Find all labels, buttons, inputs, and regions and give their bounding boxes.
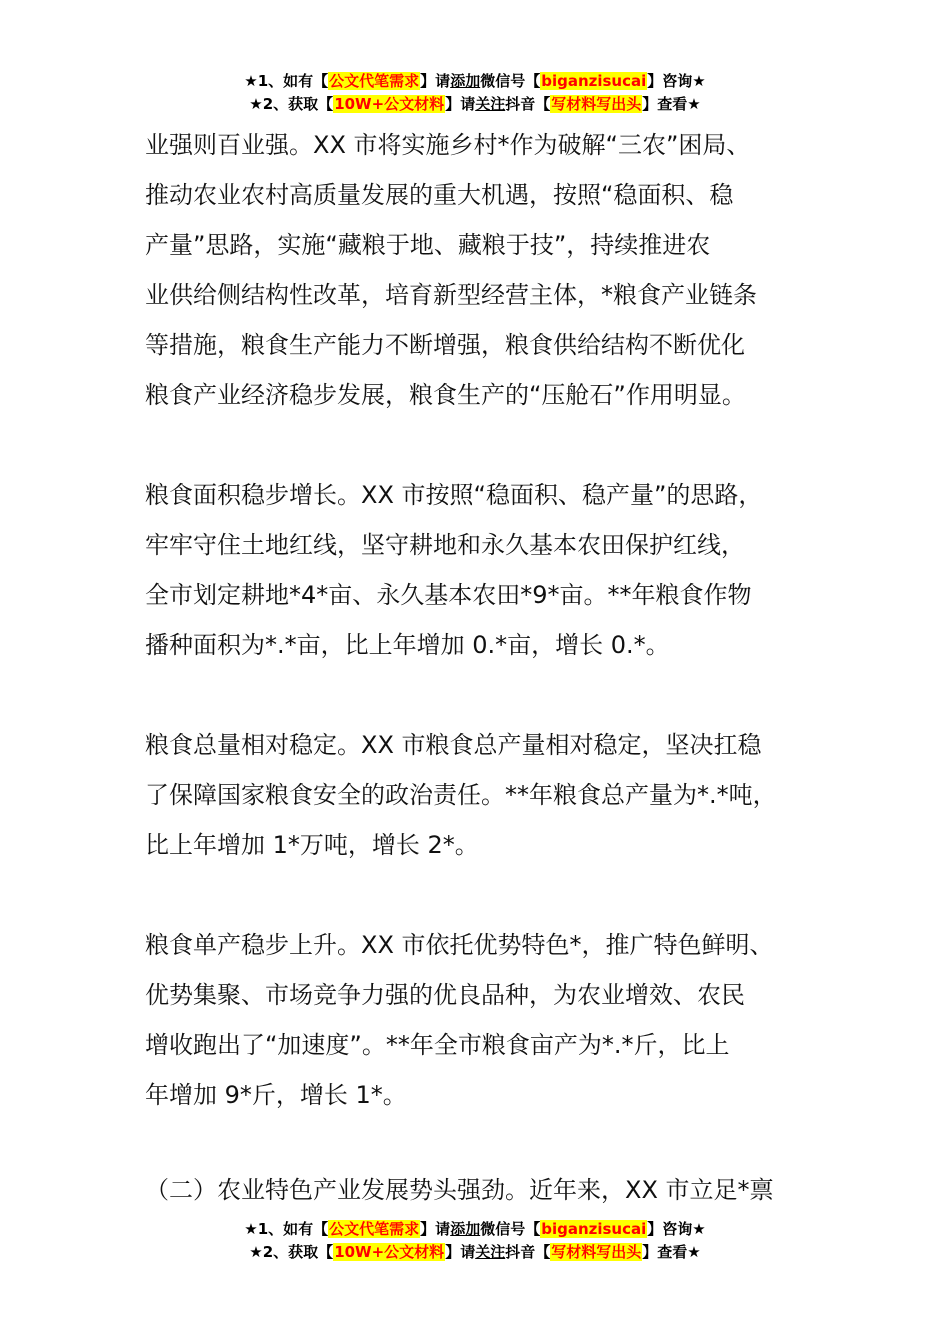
paragraph [145,720,845,870]
banner-text: 微信号【 [480,1220,541,1238]
text-line: 粮食产业经济稳步发展，粮食生产的“压舱石”作用明显。 [145,381,746,409]
paragraph [145,920,845,1120]
paragraph-spacer [145,670,845,720]
banner-text: 抖音【 [505,95,551,113]
section-heading-line: （二）农业特色产业发展势头强劲。近年来，XX 市立足*禀 [145,1176,774,1204]
banner-highlight: 写材料写出头 [551,1243,642,1261]
top-banner [0,70,950,116]
text-line: 增收跑出了“加速度”。**年全市粮食亩产为*.*斤，比上 [145,1031,730,1059]
banner-text: 抖音【 [505,1243,551,1261]
banner-highlight: 写材料写出头 [551,95,642,113]
banner-highlight: biganzisucai [541,1220,647,1238]
banner-line-1 [0,1218,950,1241]
banner-text: 】查看★ [642,1243,701,1261]
banner-highlight: biganzisucai [541,72,647,90]
banner-text: ★2、获取【 [249,1243,334,1261]
banner-highlight: 10W+公文材料 [334,95,445,113]
banner-text: 】请 [420,72,451,90]
paragraph-spacer [145,870,845,920]
paragraph [145,120,845,420]
banner-text: ★1、如有【 [244,1220,329,1238]
text-line: 比上年增加 1*万吨，增长 2*。 [145,831,479,859]
banner-text: 】咨询★ [647,1220,706,1238]
bottom-banner [0,1218,950,1264]
text-line: 等措施，粮食生产能力不断增强，粮食供给结构不断优化 [145,331,745,359]
paragraph-spacer [145,420,845,470]
banner-text: 】咨询★ [647,72,706,90]
banner-line-1 [0,70,950,93]
banner-underline: 关注 [475,1243,506,1261]
text-line: 牢牢守住土地红线，坚守耕地和永久基本农田保护红线， [145,531,745,559]
banner-highlight: 公文代笔需求 [329,72,420,90]
document-body [145,120,845,1120]
text-line: 粮食单产稳步上升。XX 市依托优势特色*，推广特色鲜明、 [145,931,774,959]
text-line: 优势集聚、市场竞争力强的优良品种，为农业增效、农民 [145,981,745,1009]
text-line: 业强则百业强。XX 市将实施乡村*作为破解“三农”困局、 [145,131,751,159]
banner-underline: 添加 [450,1220,481,1238]
banner-line-2 [0,1241,950,1264]
banner-text: 微信号【 [480,72,541,90]
text-line: 产量”思路，实施“藏粮于地、藏粮于技”，持续推进农 [145,231,711,259]
text-line: 播种面积为*.*亩，比上年增加 0.*亩，增长 0.*。 [145,631,670,659]
text-line: 业供给侧结构性改革，培育新型经营主体，*粮食产业链条 [145,281,757,309]
paragraph [145,470,845,670]
text-line: 全市划定耕地*4*亩、永久基本农田*9*亩。**年粮食作物 [145,581,752,609]
banner-line-2 [0,93,950,116]
text-line: 粮食面积稳步增长。XX 市按照“稳面积、稳产量”的思路， [145,481,763,509]
banner-text: 】请 [445,95,476,113]
banner-text: 】查看★ [642,95,701,113]
banner-underline: 关注 [475,95,506,113]
banner-text: 】请 [445,1243,476,1261]
banner-text: 】请 [420,1220,451,1238]
banner-text: ★1、如有【 [244,72,329,90]
text-line: 推动农业农村高质量发展的重大机遇，按照“稳面积、稳 [145,181,734,209]
banner-text: ★2、获取【 [249,95,334,113]
banner-underline: 添加 [450,72,481,90]
text-line: 了保障国家粮食安全的政治责任。**年粮食总产量为*.*吨， [145,781,777,809]
text-line: 年增加 9*斤，增长 1*。 [145,1081,407,1109]
text-line: 粮食总量相对稳定。XX 市粮食总产量相对稳定，坚决扛稳 [145,731,762,759]
banner-highlight: 10W+公文材料 [334,1243,445,1261]
banner-highlight: 公文代笔需求 [329,1220,420,1238]
